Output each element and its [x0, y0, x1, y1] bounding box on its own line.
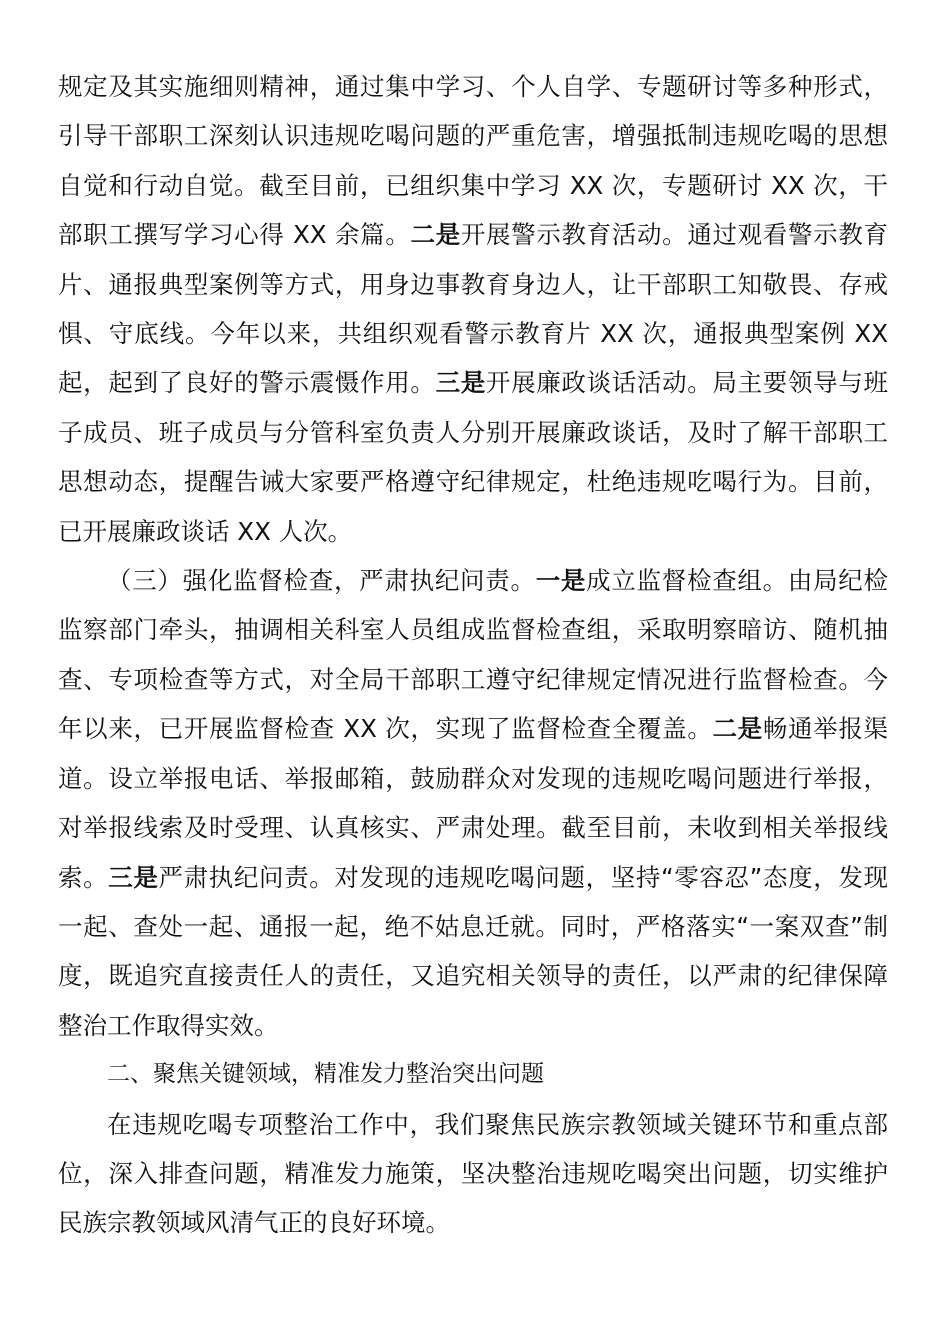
paragraph-text: 畅通举报渠道。设立举报电话、举报邮箱，鼓励群众对发现的违规吃喝问题进行举报，对举报线索及时受理、认真核实、严肃处理。截至目前，未收到相关举报线索。: [58, 714, 888, 892]
document-page: [58, 62, 888, 1248]
paragraph-text: 开展警示教育活动。通过观看警示教育片、通报典型案例等方式，用身边事教育身边人，让干部职工知敬畏、存戒惧、守底线。今年以来，共组织观看警示教育片 XX 次，通报典型案例 XX 起，起到了良好的警示震慑作用。: [58, 220, 888, 398]
paragraph-focus: 在违规吃喝专项整治工作中，我们聚焦民族宗教领域关键环节和重点部位，深入排查问题，精准发力施策，坚决整治违规吃喝突出问题，切实维护民族宗教领域风清气正的良好环境。: [58, 1109, 888, 1238]
paragraph-text: 严肃执纪问责。对发现的违规吃喝问题，坚持“零容忍”态度，发现一起、查处一起、通报一起，绝不姑息迁就。同时，严格落实“一案双查”制度，既追究直接责任人的责任，又追究相关领导的责任，以严肃的纪律保障整治工作取得实效。: [58, 862, 888, 1040]
bold-label-third: 三是: [108, 862, 159, 892]
section-heading: 二、聚焦关键领域，精准发力整治突出问题: [107, 1061, 544, 1088]
bold-label-second: 二是: [712, 714, 763, 744]
paragraph-text: 规定及其实施细则精神，通过集中学习、个人自学、专题研讨等多种形式，引导干部职工深刻认识违规吃喝问题的严重危害，增强抵制违规吃喝的思想自觉和行动自觉。截至目前，已组织集中学习 XX 次，专题研讨 XX 次，干部职工撰写学习心得 XX 余篇。: [58, 72, 888, 250]
bold-label-second: 二是: [410, 220, 461, 250]
paragraph-supervision: [58, 556, 888, 1050]
section-subtitle: （三）强化监督检查，严肃执纪问责。: [107, 566, 536, 596]
paragraph-text: 开展廉政谈话活动。局主要领导与班子成员、班子成员与分管科室负责人分别开展廉政谈话，及时了解干部职工思想动态，提醒告诫大家要严格遵守纪律规定，杜绝违规吃喝行为。目前，已开展廉政谈话 XX 人次。: [58, 368, 888, 546]
paragraph-education: [58, 62, 888, 556]
paragraph-text: 成立监督检查组。由局纪检监察部门牵头，抽调相关科室人员组成监督检查组，采取明察暗访、随机抽查、专项检查等方式，对全局干部职工遵守纪律规定情况进行监督检查。今年以来，已开展监督检查 XX 次，实现了监督检查全覆盖。: [58, 566, 889, 744]
bold-label-first: 一是: [535, 566, 587, 596]
bold-label-third: 三是: [435, 368, 486, 398]
